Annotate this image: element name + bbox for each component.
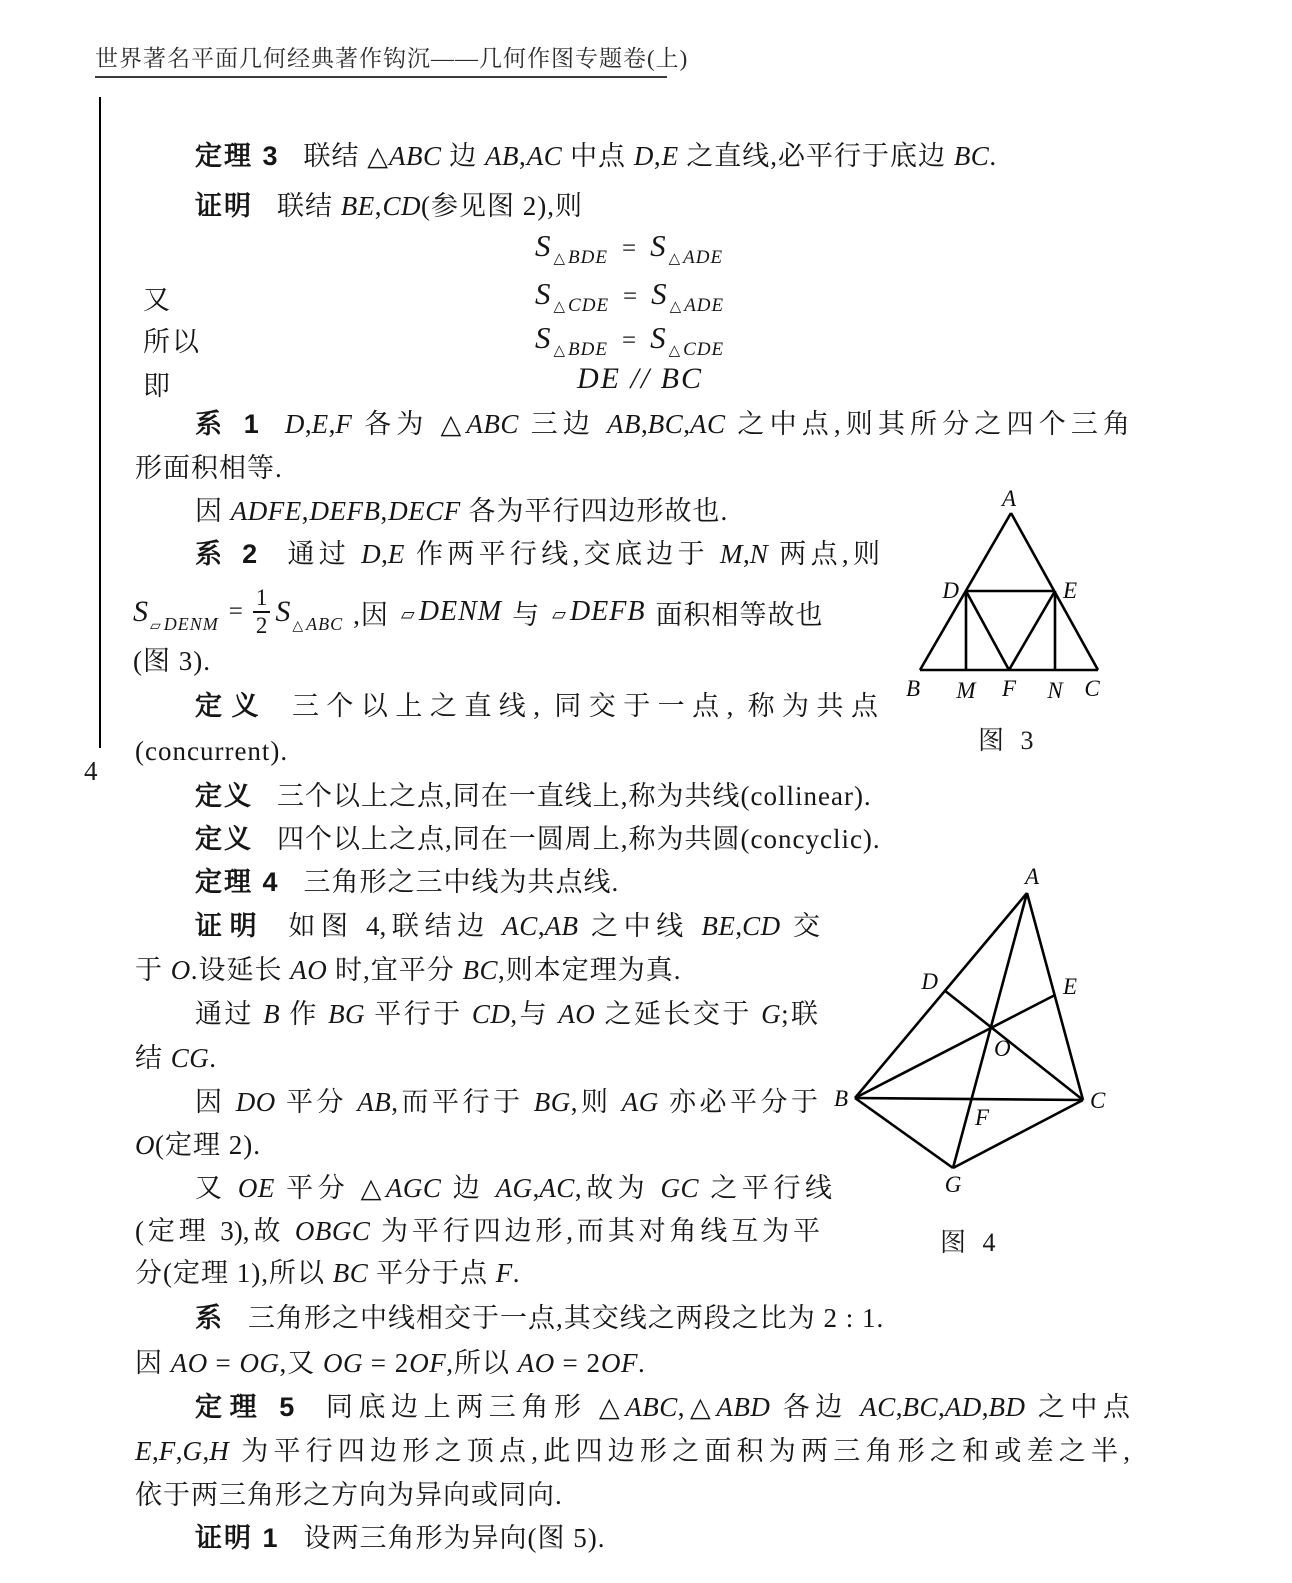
theorem-4-line: 定理 4 三角形之三中线为共点线. xyxy=(195,867,620,897)
theorem-3-line xyxy=(195,140,997,174)
connective-suoyi: 所以 xyxy=(143,327,201,357)
figure-4-caption: 图 4 xyxy=(940,1228,1001,1257)
theorem-5-label: 定理 5 xyxy=(195,1392,297,1422)
equation-2 xyxy=(535,276,725,316)
margin-line xyxy=(99,97,101,748)
corollary-1-line: 系 1 D,E,F 各为 △ABC 三边 AB,BC,AC 之中点,则其所分之四个三角 xyxy=(195,409,1131,439)
parallelogram-symbol: ▱ xyxy=(150,618,162,634)
proof-text: 联结 BE,CD(参见图 2),则 xyxy=(277,191,583,221)
vertex-label-B: B xyxy=(833,1086,848,1111)
definition-label: 定义 xyxy=(195,691,268,721)
connective-you: 又 xyxy=(143,285,172,315)
s-symbol: S xyxy=(535,228,551,263)
figure-3-drawing xyxy=(880,478,1200,718)
equation-2-rhs-sub: △ ADE xyxy=(669,295,725,316)
body-line: 因 ADFE,DEFB,DECF 各为平行四边形故也. xyxy=(195,496,729,526)
theorem-3-label: 定理 3 xyxy=(195,141,280,171)
equals-sign: = xyxy=(623,283,638,310)
theorem-5-line: 定理 5 同底边上两三角形 △ABC,△ABD 各边 AC,BC,AD,BD 之中点 xyxy=(195,1392,1131,1422)
body-line: (concurrent). xyxy=(135,736,289,766)
s-symbol: S xyxy=(650,228,666,263)
definition-concyclic-line: 定义 四个以上之点,同在一圆周上,称为共圆(concyclic). xyxy=(195,824,881,854)
vertex-label-D: D xyxy=(942,578,959,603)
theorem-4-label: 定理 4 xyxy=(195,867,280,897)
body-line: 于 O.设延长 AO 时,宜平分 BC,则本定理为真. xyxy=(135,955,682,985)
triangle-symbol: △ xyxy=(292,618,305,634)
equation-1 xyxy=(535,228,724,268)
vertex-label-G: G xyxy=(944,1172,962,1197)
equals-sign: = xyxy=(621,235,637,262)
body-line: (定理 3),故 OBGC 为平行四边形,而其对角线互为平 xyxy=(135,1216,821,1246)
figure-4-drawing xyxy=(820,860,1240,1210)
figure-3 xyxy=(880,478,1200,718)
vertex-label-F: F xyxy=(1001,676,1017,701)
corollary-1-label: 系 1 xyxy=(195,409,261,439)
vertex-label-A: A xyxy=(1024,864,1040,889)
triangle-symbol: △ xyxy=(553,251,567,267)
definition-label: 定义 xyxy=(195,824,253,854)
body-line: 依于两三角形之方向为异向或同向. xyxy=(135,1480,563,1510)
body-line: 通过 B 作 BG 平行于 CD,与 AO 之延长交于 G;联 xyxy=(195,999,819,1029)
s-symbol: S xyxy=(535,276,551,311)
page-header-title: 世界著名平面几何经典著作钩沉——几何作图专题卷(上) xyxy=(95,46,689,71)
equation-3-lhs-sub: △ BDE xyxy=(553,339,608,360)
definition-concurrent-line: 定义 三个以上之直线, 同交于一点, 称为共点 xyxy=(195,691,879,721)
proof-1-label: 证明 1 xyxy=(195,1523,280,1553)
figure-4 xyxy=(820,860,1240,1210)
vertex-label-C: C xyxy=(1084,676,1100,701)
header-rule xyxy=(95,76,667,78)
vertex-label-E: E xyxy=(1063,974,1078,999)
corollary-label: 系 xyxy=(195,1303,224,1333)
corollary-line: 系 三角形之中线相交于一点,其交线之两段之比为 2 : 1. xyxy=(195,1303,885,1333)
triangle-symbol: △ xyxy=(668,343,682,359)
vertex-label-B: B xyxy=(905,676,921,701)
s-symbol: S xyxy=(275,595,291,628)
body-line: 分(定理 1),所以 BC 平分于点 F. xyxy=(135,1258,521,1288)
connective-ji: 即 xyxy=(143,371,172,401)
one-half-fraction: $\frac{1}{2}$ xyxy=(253,585,271,640)
body-line: (图 3). xyxy=(133,646,211,676)
equals-sign: = xyxy=(621,327,637,354)
vertex-label-O: O xyxy=(994,1036,1011,1061)
definition-label: 定义 xyxy=(195,781,253,811)
equation-3 xyxy=(535,320,725,360)
triangle-symbol: △ xyxy=(669,299,683,315)
s-symbol: S xyxy=(535,320,551,355)
proof-1-line: 证明 1 设两三角形为异向(图 5). xyxy=(195,1523,606,1553)
equation-2-lhs-sub: △ CDE xyxy=(553,295,610,316)
corollary-2-label: 系 2 xyxy=(195,539,260,569)
body-line: 因 DO 平分 AB,而平行于 BG,则 AG 亦必平分于 xyxy=(195,1087,818,1117)
vertex-label-E: E xyxy=(1063,578,1078,603)
vertex-label-F: F xyxy=(974,1105,990,1130)
equals-sign: = xyxy=(228,598,243,625)
corollary-2-line: 系 2 通过 D,E 作两平行线,交底边于 M,N 两点,则 xyxy=(195,539,880,569)
body-line: 因 AO = OG,又 OG = 2OF,所以 AO = 2OF. xyxy=(135,1348,646,1378)
body-line: E,F,G,H 为平行四边形之顶点,此四边形之面积为两三角形之和或差之半, xyxy=(135,1436,1130,1466)
area-equation-line: S ▱ DENM = $\frac{1}{2}$ S △ ABC ,因 ▱ DENM 与 ▱ DEFB 面积相等故也 xyxy=(133,584,824,638)
body-line: 形面积相等. xyxy=(135,453,283,483)
definition-collinear-line: 定义 三个以上之点,同在一直线上,称为共线(collinear). xyxy=(195,781,872,811)
equation-3-rhs-sub: △ CDE xyxy=(668,339,725,360)
vertex-label-C: C xyxy=(1090,1088,1106,1113)
s-symbol: S xyxy=(650,320,666,355)
equation-1-rhs-sub: △ ADE xyxy=(668,247,724,268)
body-line: O(定理 2). xyxy=(135,1130,261,1160)
vertex-label-A: A xyxy=(1001,486,1017,511)
s-symbol: S xyxy=(651,276,667,311)
s-symbol: S xyxy=(133,595,148,628)
equation-1-lhs-sub: △ BDE xyxy=(553,247,608,268)
triangle-symbol: △ xyxy=(668,251,682,267)
parallel-conclusion: DE // BC xyxy=(577,362,703,395)
page-number: 4 xyxy=(84,756,98,786)
proof-line: 证明 如图 4,联结边 AC,AB 之中线 BE,CD 交 xyxy=(195,911,821,941)
vertex-label-N: N xyxy=(1047,678,1063,703)
parallelogram-symbol: ▱ xyxy=(552,603,566,624)
figure-3-caption: 图 3 xyxy=(978,726,1039,755)
vertex-label-D: D xyxy=(921,969,938,994)
vertex-label-M: M xyxy=(956,678,976,703)
proof-label: 证明 xyxy=(195,191,253,221)
body-line: 又 OE 平分 △AGC 边 AG,AC,故为 GC 之平行线 xyxy=(195,1173,833,1203)
triangle-symbol: △ xyxy=(553,299,567,315)
proof-line xyxy=(195,190,583,224)
theorem-3-text: 联结 △ABC 边 AB,AC 中点 D,E 之直线,必平行于底边 BC. xyxy=(303,141,998,171)
triangle-symbol: △ xyxy=(553,343,567,359)
body-line: 结 CG. xyxy=(135,1043,218,1073)
parallelogram-symbol: ▱ xyxy=(400,603,415,624)
proof-label: 证明 xyxy=(195,911,265,941)
